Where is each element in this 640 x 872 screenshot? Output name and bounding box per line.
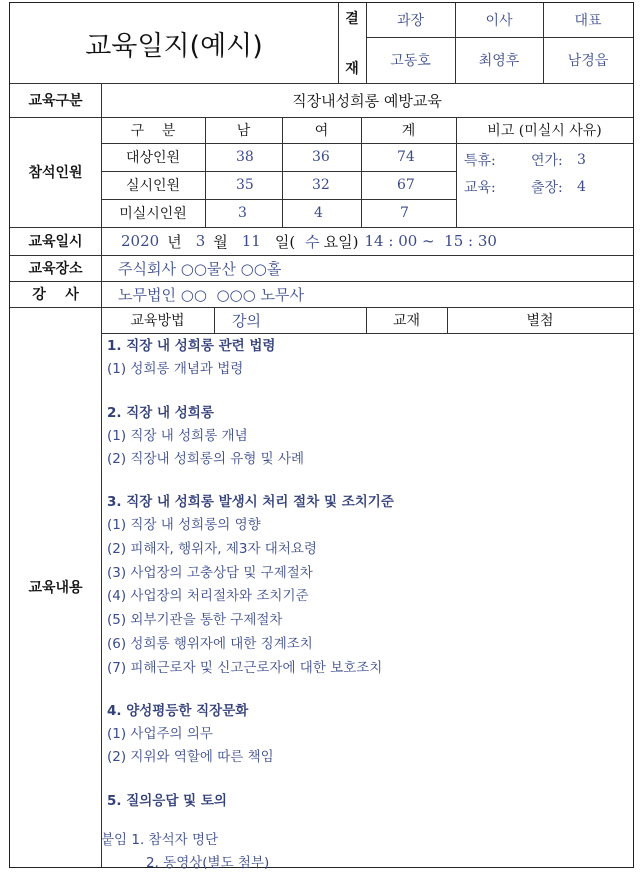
date-day-unit: 일( [274, 232, 296, 251]
attendance-row-name: 실시인원 [125, 178, 181, 194]
instructor-value: 노무법인 ○○ ○○○ 노무사 [118, 285, 304, 304]
approval-name-ceo: 남경읍 [567, 53, 609, 69]
material-label: 교재 [392, 313, 421, 329]
section-item: (2) 지위와 역할에 따른 책임 [107, 749, 274, 765]
attendance-row-total: 67 [397, 177, 415, 193]
date-day: 11 [241, 232, 261, 250]
attendance-header-gubun: 구 분 [130, 123, 176, 139]
section-title: 5. 질의응답 및 토의 [107, 793, 227, 809]
attendance-row-female: 4 [314, 205, 323, 221]
approval-role-director: 이사 [485, 13, 513, 29]
attendance-row-female: 32 [312, 177, 330, 193]
approval-role-ceo: 대표 [574, 13, 602, 29]
section-item: (1) 성희롱 개념과 법령 [107, 361, 244, 377]
attendance-row-male: 3 [238, 205, 247, 221]
note-annual-value: 3 [577, 152, 586, 168]
attachment-line: 붙임 1. 참석자 명단 [101, 832, 219, 848]
attachment-line: 2. 동영상(별도 첨부) [146, 855, 270, 871]
place-value: 주식회사 ○○물산 ○○홀 [118, 259, 282, 278]
attendance-row-male: 38 [236, 149, 254, 165]
method-label: 교육방법 [130, 313, 185, 329]
attendance-header-male: 남 [236, 123, 251, 139]
attendance-row-female: 36 [312, 149, 330, 165]
section-item: (2) 직장내 성희롱의 유형 및 사례 [107, 451, 305, 467]
document-title: 교육일지(예시) [85, 30, 263, 62]
section-item: (1) 직장 내 성희롱 개념 [107, 428, 248, 444]
section-item: (7) 피해근로자 및 신고근로자에 대한 보호조치 [107, 660, 383, 676]
material-value: 별첨 [526, 313, 554, 329]
note-trip-label: 출장: [531, 180, 563, 196]
attendance-row-total: 74 [397, 149, 415, 165]
category-value: 직장내성희롱 예방교육 [292, 91, 442, 110]
attendance-label: 참석인원 [28, 165, 83, 181]
date-label: 교육일시 [28, 234, 83, 250]
attendance-row-male: 35 [236, 177, 254, 193]
approval-label-bottom: 재 [345, 61, 359, 77]
section-item: (3) 사업장의 고충상담 및 구제절차 [107, 565, 313, 581]
category-label: 교육구분 [28, 93, 83, 109]
section-item: (1) 사업주의 의무 [107, 726, 213, 742]
attendance-row-name: 미실시인원 [119, 206, 187, 222]
section-item: (1) 직장 내 성희롱의 영향 [107, 517, 261, 533]
method-value: 강의 [232, 311, 261, 330]
attendance-header-note: 비고 (미실시 사유) [487, 123, 602, 139]
approval-name-manager: 고동호 [390, 53, 431, 69]
section-title: 2. 직장 내 성희롱 [107, 405, 214, 421]
date-month: 3 [195, 232, 206, 250]
note-trip-value: 4 [577, 179, 586, 195]
approval-label-top: 결 [345, 11, 359, 27]
attendance-row-total: 7 [400, 205, 409, 221]
note-annual-label: 연가: [531, 153, 563, 169]
date-year-unit: 년 [167, 232, 182, 251]
section-title: 3. 직장 내 성희롱 발생시 처리 절차 및 조치기준 [107, 494, 394, 510]
section-item: (5) 외부기관을 통한 구제절차 [107, 612, 283, 628]
approval-name-director: 최영후 [478, 53, 520, 69]
attendance-header-female: 여 [314, 123, 329, 139]
section-item: (6) 성희롱 행위자에 대한 징계조치 [107, 636, 313, 652]
approval-role-manager: 과장 [396, 13, 425, 29]
section-item: (2) 피해자, 행위자, 제3자 대처요령 [107, 541, 317, 557]
note-edu-label: 교육: [464, 180, 496, 196]
date-value [101, 227, 633, 255]
date-year: 2020 [121, 232, 160, 250]
attendance-row-name: 대상인원 [125, 150, 181, 166]
date-weekday-unit: 요일) [323, 232, 359, 251]
section-item: (4) 사업장의 처리절차와 조치기준 [107, 588, 309, 604]
attendance-header-total: 계 [401, 123, 416, 139]
section-title: 1. 직장 내 성희롱 관련 법령 [107, 338, 276, 354]
content-label: 교육내용 [28, 580, 83, 596]
note-sick-label: 특휴: [464, 153, 496, 169]
date-month-unit: 월 [213, 232, 228, 251]
date-time: 14 : 00 ~ 15 : 30 [364, 232, 497, 250]
education-log-form [9, 2, 634, 871]
section-title: 4. 양성평등한 직장문화 [107, 703, 249, 719]
instructor-label: 강 사 [32, 287, 79, 303]
place-label: 교육장소 [28, 261, 83, 277]
date-weekday: 수 [305, 232, 320, 251]
